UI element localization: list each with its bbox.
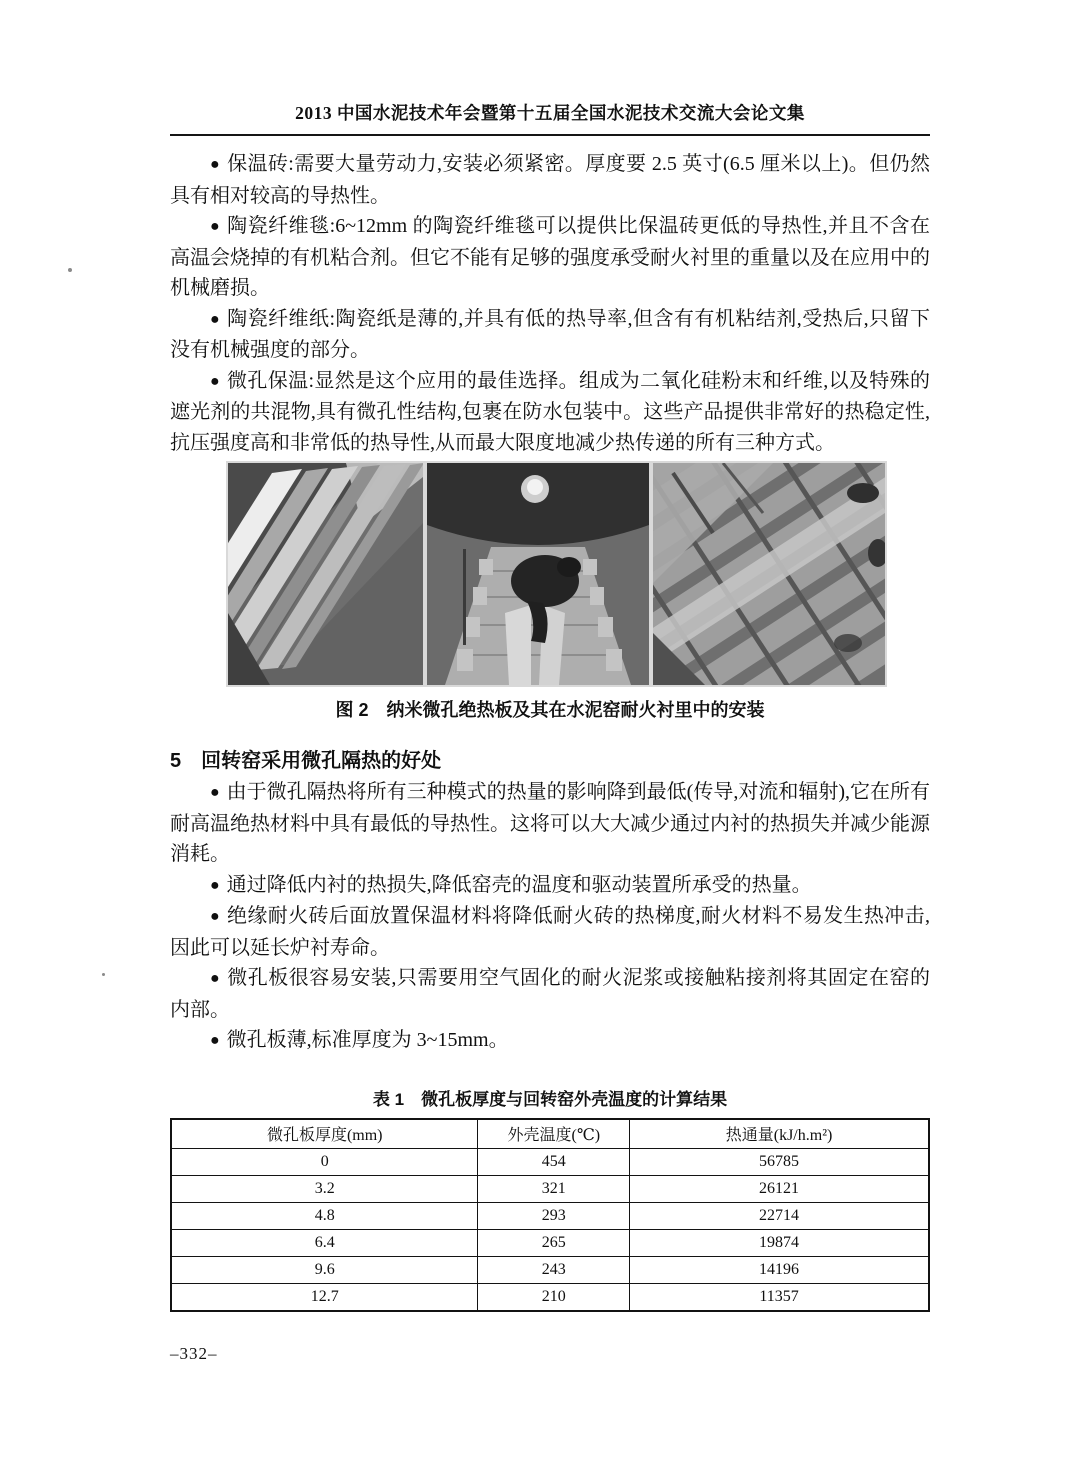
- table-cell: 26121: [630, 1175, 929, 1202]
- table-cell: 454: [478, 1148, 630, 1175]
- table-cell: 9.6: [171, 1256, 478, 1283]
- benefit-paragraph-easy-installation: [170, 963, 930, 1025]
- bullet-paragraph-insulating-brick: [170, 149, 930, 211]
- bullet-icon: ●: [210, 970, 221, 987]
- figure-2-photo-strip: [226, 461, 887, 687]
- table-row: [171, 1229, 929, 1256]
- table-cell: 265: [478, 1229, 630, 1256]
- table-row: [171, 1202, 929, 1229]
- table-row: [171, 1148, 929, 1175]
- kiln-lining-installation-photo: [427, 463, 649, 685]
- table-cell: 243: [478, 1256, 630, 1283]
- table-cell: 210: [478, 1283, 630, 1311]
- benefit-paragraph-thermal-gradient: [170, 901, 930, 963]
- table-cell: 6.4: [171, 1229, 478, 1256]
- table-header-row: [171, 1119, 929, 1149]
- benefit-paragraph-shell-temperature: [170, 870, 930, 902]
- paragraph-text: 由于微孔隔热将所有三种模式的热量的影响降到最低(传导,对流和辐射),它在所有耐高温绝热材料中具有最低的导热性。这将可以大大减少通过内衬的热损失并减少能源消耗。: [170, 781, 930, 865]
- table-cell: 56785: [630, 1148, 929, 1175]
- table-cell: 12.7: [171, 1283, 478, 1311]
- table-row: [171, 1256, 929, 1283]
- bullet-icon: ●: [210, 876, 220, 894]
- table-row: [171, 1175, 929, 1202]
- table-cell: 0: [171, 1148, 478, 1175]
- section-5-heading: 5 回转窑采用微孔隔热的好处: [170, 750, 442, 772]
- page-number: –332–: [170, 1343, 218, 1363]
- table-cell: 11357: [630, 1283, 929, 1311]
- paragraph-text: 通过降低内衬的热损失,降低窑壳的温度和驱动装置所承受的热量。: [226, 873, 812, 896]
- table-cell: 14196: [630, 1256, 929, 1283]
- table-header-cell-thickness: 微孔板厚度(mm): [171, 1119, 478, 1149]
- paragraph-text: 陶瓷纤维毯:6~12mm 的陶瓷纤维毯可以提供比保温砖更低的导热性,并且不含在高温会烧掉的有机粘合剂。但它不能有足够的强度承受耐火衬里的重量以及在应用中的机械磨损。: [170, 215, 930, 299]
- paragraph-text: 微孔保温:显然是这个应用的最佳选择。组成为二氧化硅粉末和纤维,以及特殊的遮光剂的共混物,具有微孔性结构,包裹在防水包装中。这些产品提供非常好的热稳定性,抗压强度高和非常低的热导性,从而最大限度地减少热传递的所有三种方式。: [170, 369, 930, 454]
- bullet-icon: ●: [210, 784, 220, 801]
- paragraph-text: 微孔板薄,标准厚度为 3~15mm。: [226, 1029, 509, 1051]
- bullet-paragraph-microporous-insulation: [170, 366, 930, 459]
- paragraph-text: 微孔板很容易安装,只需要用空气固化的耐火泥浆或接触粘接剂将其固定在窑的内部。: [170, 967, 931, 1021]
- bullet-icon: ●: [210, 1032, 220, 1049]
- figure-2-caption: 图 2 纳米微孔绝热板及其在水泥窑耐火衬里中的安装: [335, 700, 765, 720]
- table-header-cell-shell-temperature: 外壳温度(℃): [478, 1119, 630, 1149]
- benefit-paragraph-lowest-conductivity: [170, 777, 930, 870]
- table-cell: 293: [478, 1202, 630, 1229]
- bullet-paragraph-ceramic-fiber-paper: [170, 304, 930, 366]
- table-row: [171, 1283, 929, 1311]
- header-rule: [170, 134, 930, 136]
- table-cell: 4.8: [171, 1202, 478, 1229]
- bullet-icon: ●: [210, 310, 221, 328]
- table-cell: 321: [478, 1175, 630, 1202]
- scan-speck: [68, 268, 72, 272]
- table-header-cell-heat-flux: 热通量(kJ/h.m²): [630, 1119, 929, 1149]
- bullet-icon: ●: [210, 908, 221, 925]
- table-1-caption: 表 1 微孔板厚度与回转窑外壳温度的计算结果: [372, 1089, 728, 1109]
- paragraph-text: 保温砖:需要大量劳动力,安装必须紧密。厚度要 2.5 英寸(6.5 厘米以上)。但仍然具有相对较高的导热性。: [170, 153, 930, 207]
- brick-lining-photo: [653, 463, 885, 685]
- table-cell: 19874: [630, 1229, 929, 1256]
- paragraph-text: 陶瓷纤维纸:陶瓷纸是薄的,并具有低的热导率,但含有有机粘结剂,受热后,只留下没有机械强度的部分。: [170, 307, 930, 361]
- paragraph-text: 绝缘耐火砖后面放置保温材料将降低耐火砖的热梯度,耐火材料不易发生热冲击,因此可以延长炉衬寿命。: [170, 905, 931, 959]
- table-cell: 22714: [630, 1202, 929, 1229]
- bullet-icon: ●: [210, 218, 221, 235]
- scan-speck: [102, 973, 105, 976]
- table-cell: 3.2: [171, 1175, 478, 1202]
- bullet-paragraph-ceramic-fiber-blanket: [170, 211, 930, 304]
- bullet-icon: ●: [210, 156, 221, 173]
- bullet-icon: ●: [210, 372, 221, 390]
- benefit-paragraph-thin-board: [170, 1025, 930, 1057]
- proceedings-header-title: 2013 中国水泥技术年会暨第十五届全国水泥技术交流大会论文集: [295, 103, 805, 123]
- table-1-thickness-vs-shell-temperature: [170, 1118, 930, 1312]
- microporous-boards-photo: [228, 463, 423, 685]
